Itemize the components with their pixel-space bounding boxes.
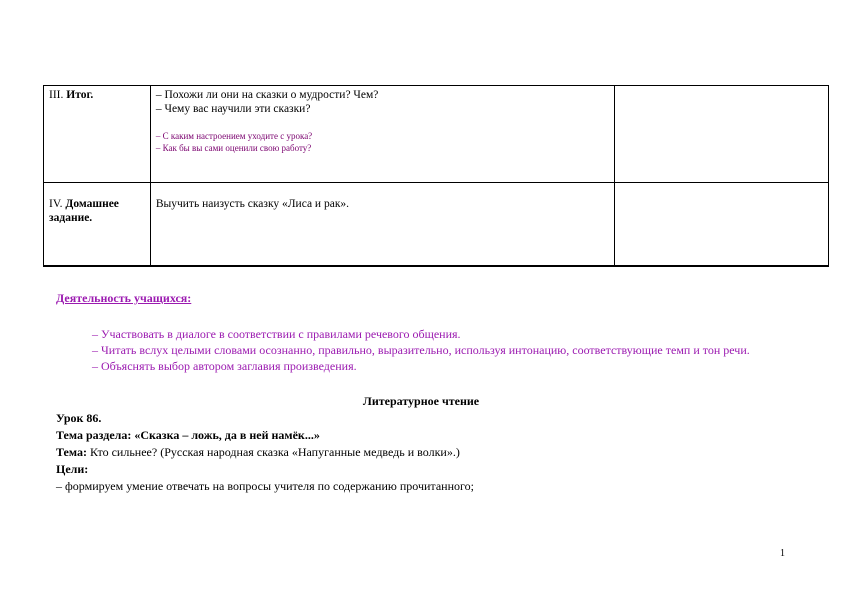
reflection-question: – Как бы вы сами оценили свою работу? [155, 143, 312, 153]
stage-label: Домашнее задание. [49, 198, 119, 224]
topic-line [56, 444, 796, 461]
list-item: – Читать вслух целыми словами осознанно, правильно, выразительно, используя интонацию, соответствующие темп и тон речи. [92, 343, 750, 357]
page-number: 1 [780, 548, 785, 559]
stage-number: III. [49, 89, 64, 101]
notes-cell [615, 86, 829, 183]
table-row [44, 86, 829, 183]
stage-label: Итог. [66, 89, 94, 101]
lesson-info [56, 410, 796, 495]
subject-title: Литературное чтение [362, 394, 480, 408]
list-item: – Участвовать в диалоге в соответствии с правилами речевого общения. [92, 327, 461, 341]
table-row [44, 183, 829, 267]
lesson-plan-table [43, 85, 829, 267]
activity-list [56, 326, 786, 374]
lesson-number: Урок 86. [56, 411, 102, 425]
topic-value: Кто сильнее? (Русская народная сказка «Напуганные медведь и волки».) [89, 445, 460, 459]
reflection-question: – С каким настроением уходите с урока? [155, 131, 313, 141]
question: – Чему вас научили эти сказки? [155, 103, 311, 115]
section-label: Тема раздела: [56, 428, 132, 442]
stage-cell [44, 183, 151, 267]
section-value: «Сказка – ложь, да в ней намёк...» [134, 428, 320, 442]
questions-cell [150, 86, 614, 183]
question: – Похожи ли они на сказки о мудрости? Чем? [155, 89, 379, 101]
topic-label: Тема: [56, 445, 87, 459]
stage-cell [44, 86, 151, 183]
goals-label: Цели: [56, 462, 89, 476]
goal-item: – формируем умение отвечать на вопросы учителя по содержанию прочитанного; [56, 479, 474, 493]
stage-number: IV. [49, 198, 63, 210]
section-line [56, 427, 796, 444]
list-item: – Объяснять выбор автором заглавия произведения. [92, 359, 357, 373]
activity-heading: Деятельность учащихся: [56, 291, 192, 305]
notes-cell [615, 183, 829, 267]
homework-task: Выучить наизусть сказку «Лиса и рак». [155, 198, 350, 210]
homework-cell [150, 183, 614, 267]
